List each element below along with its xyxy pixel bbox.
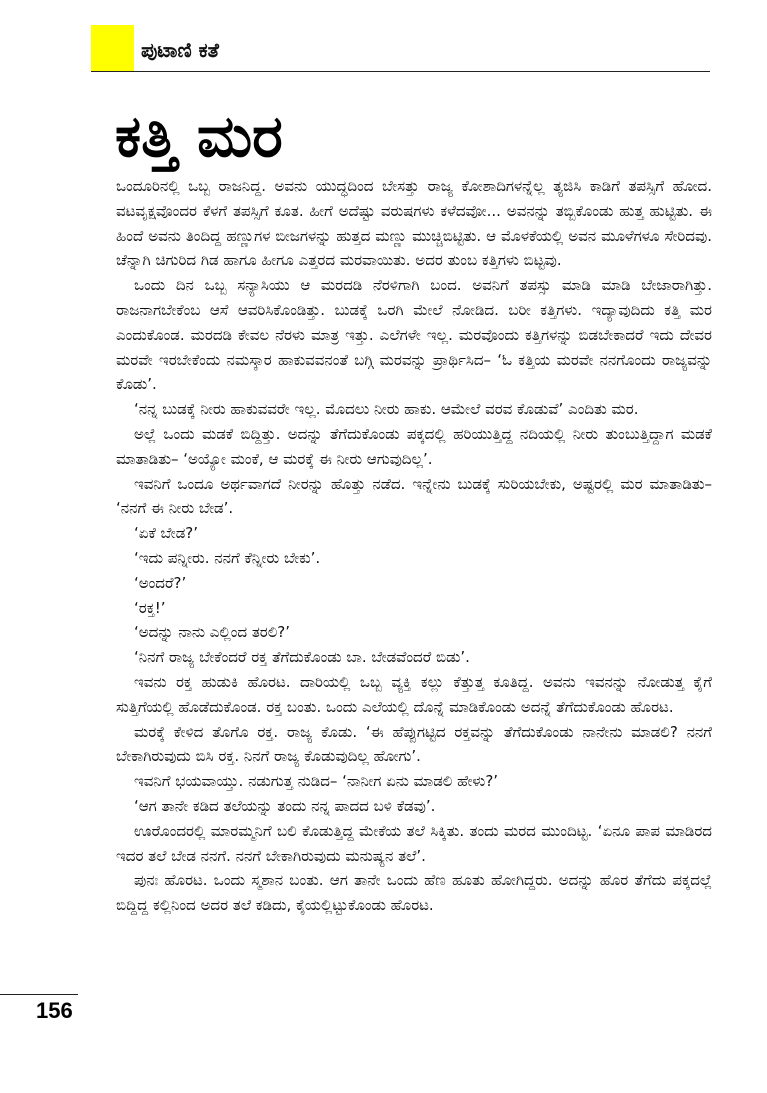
paragraph: ಒಂದೂರಿನಲ್ಲಿ ಒಬ್ಬ ರಾಜನಿದ್ದ. ಅವನು ಯುದ್ಧದಿಂದ ಬೇಸತ್ತು ರಾಜ್ಯ ಕೋಶಾದಿಗಳನ್ನೆಲ್ಲ ತ್ಯಜಿಸಿ ಕಾಡಿಗೆ ತಪಸ್ಸಿಗೆ ಹೋದ. ವಟವೃಕ್ಷವೊಂದರ ಕೆಳಗೆ ತಪಸ್ಸಿಗೆ ಕೂತ. ಹೀಗೆ ಅದೆಷ್ಟು ವರುಷಗಳು ಕಳೆದವೋ... ಅವನನ್ನು ತಬ್ಬಿಕೊಂಡು ಹುತ್ತ ಹುಟ್ಟಿತು. ಈ ಹಿಂದೆ ಅವನು ತಿಂದಿದ್ದ ಹಣ್ಣುಗಳ ಬೀಜಗಳನ್ನು ಹುತ್ತದ ಮಣ್ಣು ಮುಚ್ಚಿಬಿಟ್ಟಿತು. ಆ ಮೊಳಕೆಯಲ್ಲಿ ಅವನ ಮೂಳೆಗಳೂ ಸೇರಿದವು. ಚೆನ್ನಾಗಿ ಚಿಗುರಿದ ಗಿಡ ಹಾಗೂ ಹೀಗೂ ಎತ್ತರದ ಮರವಾಯಿತು. ಅದರ ತುಂಬ ಕತ್ತಿಗಳು ಬಿಟ್ಟವು. [116, 177, 712, 270]
paragraph: ಇವನಿಗೆ ಭಯವಾಯ್ತು. ನಡುಗುತ್ತ ನುಡಿದ– ‘ನಾನೀಗ ಏನು ಮಾಡಲಿ ಹೇಳು?’ [134, 772, 499, 791]
paragraph: ಅಲ್ಲೆ ಒಂದು ಮಡಕೆ ಬಿದ್ದಿತ್ತು. ಅದನ್ನು ತೆಗೆದುಕೊಂಡು ಪಕ್ಕದಲ್ಲಿ ಹರಿಯುತ್ತಿದ್ದ ನದಿಯಲ್ಲಿ ನೀರು ತುಂಬುತ್ತಿದ್ದಾಗ ಮಡಕೆ ಮಾತಾಡಿತು– ‘ಅಯ್ಯೋ ಮಂಕೆ, ಆ ಮರಕ್ಕೆ ಈ ನೀರು ಆಗುವುದಿಲ್ಲ’. [116, 424, 712, 468]
paragraph: ‘ಅಂದರೆ?’ [134, 573, 187, 592]
page-number: 156 [36, 998, 73, 1023]
story-title: ಕತ್ತಿ ಮರ [115, 102, 283, 170]
paragraph: ಇವನು ರಕ್ತ ಹುಡುಕಿ ಹೊರಟ. ದಾರಿಯಲ್ಲಿ ಒಬ್ಬ ವ್ಯಕ್ತಿ ಕಲ್ಲು ಕೆತ್ತುತ್ತ ಕೂತಿದ್ದ. ಅವನು ಇವನನ್ನು ನೋಡುತ್ತ ಕೈಗೆ ಸುತ್ತಿಗೆಯಲ್ಲಿ ಹೊಡೆದುಕೊಂಡ. ರಕ್ತ ಬಂತು. ಒಂದು ಎಲೆಯಲ್ಲಿ ದೊನ್ನೆ ಮಾಡಿಕೊಂಡು ಅದನ್ನೆ ತೆಗೆದುಕೊಂಡು ಹೊರಟ. [116, 672, 712, 716]
paragraph: ‘ಏಕೆ ಬೇಡ?’ [134, 524, 199, 543]
paragraph: ಊರೊಂದರಲ್ಲಿ ಮಾರಮ್ಮನಿಗೆ ಬಲಿ ಕೊಡುತ್ತಿದ್ದ ಮೇಕೆಯ ತಲೆ ಸಿಕ್ಕಿತು. ತಂದು ಮರದ ಮುಂದಿಟ್ಟ. ‘ಏನೂ ಪಾಪ ಮಾಡಿರದ ಇದರ ತಲೆ ಬೇಡ ನನಗೆ. ನನಗೆ ಬೇಕಾಗಿರುವುದು ಮನುಷ್ಯನ ತಲೆ’. [116, 821, 712, 865]
story-body [116, 174, 712, 918]
paragraph: ‘ರಕ್ತ!’ [134, 598, 166, 617]
paragraph: ಪುನಃ ಹೊರಟ. ಒಂದು ಸ್ಮಶಾನ ಬಂತು. ಆಗ ತಾನೇ ಒಂದು ಹೆಣ ಹೂತು ಹೋಗಿದ್ದರು. ಅದನ್ನು ಹೊರ ತೆಗೆದು ಪಕ್ಕದಲ್ಲೆ ಬಿದ್ದಿದ್ದ ಕಲ್ಲಿನಿಂದ ಅದರ ತಲೆ ಕಡಿದು, ಕೈಯಲ್ಲಿಟ್ಟುಕೊಂಡು ಹೊರಟ. [116, 871, 712, 915]
paragraph: ಒಂದು ದಿನ ಒಬ್ಬ ಸನ್ಯಾಸಿಯು ಆ ಮರದಡಿ ನೆರಳಿಗಾಗಿ ಬಂದ. ಅವನಿಗೆ ತಪಸ್ಸು ಮಾಡಿ ಮಾಡಿ ಬೇಜಾರಾಗಿತ್ತು. ರಾಜನಾಗಬೇಕೆಂಬ ಆಸೆ ಆವರಿಸಿಕೊಂಡಿತ್ತು. ಬುಡಕ್ಕೆ ಒರಗಿ ಮೇಲೆ ನೋಡಿದ. ಬರೀ ಕತ್ತಿಗಳು. ಇದ್ಯಾವುದಿದು ಕತ್ತಿ ಮರ ಎಂದುಕೊಂಡ. ಮರದಡಿ ಕೇವಲ ನೆರಳು ಮಾತ್ರ ಇತ್ತು. ಎಲೆಗಳೇ ಇಲ್ಲ. ಮರವೊಂದು ಕತ್ತಿಗಳನ್ನು ಬಿಡಬೇಕಾದರೆ ಇದು ದೇವರ ಮರವೇ ಇರಬೇಕೆಂದು ನಮಸ್ಕಾರ ಹಾಕುವವನಂತೆ ಬಗ್ಗಿ ಮರವನ್ನು ಪ್ರಾರ್ಥಿಸಿದ– ‘ಓ ಕತ್ತಿಯ ಮರವೇ ನನಗೊಂದು ರಾಜ್ಯವನ್ನು ಕೊಡು’. [116, 276, 712, 394]
paragraph: ಮರಕ್ಕೆ ಕೇಳಿದ ತೊಗೊ ರಕ್ತ. ರಾಜ್ಯ ಕೊಡು. ‘ಈ ಹೆಪ್ಪುಗಟ್ಟಿದ ರಕ್ತವನ್ನು ತೆಗೆದುಕೊಂಡು ನಾನೇನು ಮಾಡಲಿ? ನನಗೆ ಬೇಕಾಗಿರುವುದು ಬಿಸಿ ರಕ್ತ. ನಿನಗೆ ರಾಜ್ಯ ಕೊಡುವುದಿಲ್ಲ ಹೋಗು’. [116, 722, 712, 766]
paragraph: ‘ಅದನ್ನು ನಾನು ಎಲ್ಲಿಂದ ತರಲಿ?’ [134, 623, 291, 642]
section-color-marker [91, 25, 134, 71]
paragraph: ಇವನಿಗೆ ಒಂದೂ ಅರ್ಥವಾಗದೆ ನೀರನ್ನು ಹೊತ್ತು ನಡೆದ. ಇನ್ನೇನು ಬುಡಕ್ಕೆ ಸುರಿಯಬೇಕು, ಅಷ್ಟರಲ್ಲಿ ಮರ ಮಾತಾಡಿತು– ‘ನನಗೆ ಈ ನೀರು ಬೇಡ’. [116, 474, 712, 518]
section-label: ಪುಟಾಣಿ ಕತೆ [141, 38, 219, 62]
footer-divider [0, 994, 78, 995]
header-divider [91, 71, 710, 72]
paragraph: ‘ಆಗ ತಾನೇ ಕಡಿದ ತಲೆಯನ್ನು ತಂದು ನನ್ನ ಪಾದದ ಬಳಿ ಕೆಡವು’. [134, 796, 436, 815]
paragraph: ‘ಇದು ಪನ್ನೀರು. ನನಗೆ ಕೆನ್ನೀರು ಬೇಕು’. [134, 548, 321, 567]
paragraph: ‘ನಿನಗೆ ರಾಜ್ಯ ಬೇಕೆಂದರೆ ರಕ್ತ ತೆಗೆದುಕೊಂಡು ಬಾ. ಬೇಡವೆಂದರೆ ಬಿಡು’. [134, 648, 470, 667]
paragraph: ‘ನನ್ನ ಬುಡಕ್ಕೆ ನೀರು ಹಾಕುವವರೇ ಇಲ್ಲ. ಮೊದಲು ನೀರು ಹಾಕು. ಆಮೇಲೆ ವರವ ಕೊಡುವೆ’ ಎಂದಿತು ಮರ. [134, 400, 639, 419]
